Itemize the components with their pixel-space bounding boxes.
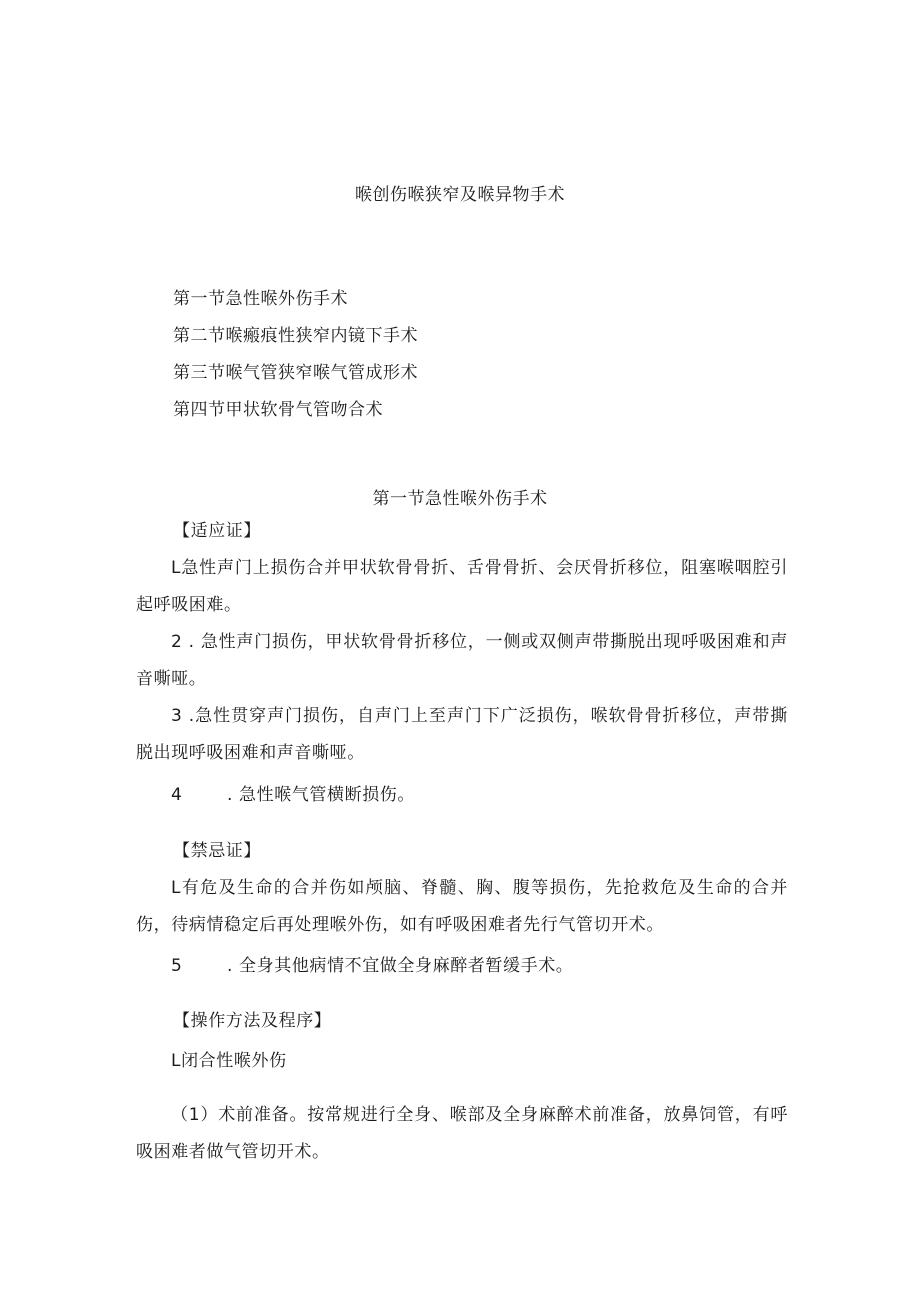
indication-item-2-text: 2 . 急性声门损伤，甲状软骨骨折移位，一侧或双侧声带撕脱出现呼吸困难和声音嘶哑。: [136, 632, 788, 689]
indication-item-1: [136, 550, 788, 624]
indications-heading: 【适应证】: [173, 521, 261, 541]
indication-item-4: [171, 777, 415, 814]
procedure-heading: 【操作方法及程序】: [173, 1011, 332, 1031]
indication-item-4-number: 4: [171, 785, 183, 805]
toc-item: 第二节喉瘢痕性狭窄内镜下手术: [173, 326, 418, 346]
toc-item: 第一节急性喉外伤手术: [173, 289, 348, 309]
toc-item: 第三节喉气管狭窄喉气管成形术: [173, 363, 418, 383]
procedure-item-1: L闭合性喉外伤: [171, 1051, 287, 1071]
indication-item-3: [136, 698, 788, 772]
indication-item-4-text: . 急性喉气管横断损伤。: [227, 785, 416, 805]
contraindication-item-2: [171, 948, 573, 985]
contraindications-heading: 【禁忌证】: [173, 841, 261, 861]
table-of-contents: [173, 286, 773, 434]
procedure-step-1: [136, 1097, 788, 1171]
indication-item-3-text: 3 .急性贯穿声门损伤，自声门上至声门下广泛损伤，喉软骨骨折移位，声带撕脱出现呼吸困难和声音嘶哑。: [136, 706, 788, 763]
document-title: 喉创伤喉狭窄及喉异物手术: [355, 185, 565, 205]
indication-item-2: [136, 624, 788, 698]
contraindication-item-1: [136, 870, 788, 944]
contraindication-item-1-text: L有危及生命的合并伤如颅脑、脊髓、胸、腹等损伤，先抢救危及生命的合并伤，待病情稳定后再处理喉外伤，如有呼吸困难者先行气管切开术。: [136, 878, 788, 935]
procedure-step-1-text: （1）术前准备。按常规进行全身、喉部及全身麻醉术前准备，放鼻饲管，有呼吸困难者做气管切开术。: [136, 1105, 788, 1162]
indication-item-1-text: L急性声门上损伤合并甲状软骨骨折、舌骨骨折、会厌骨折移位，阻塞喉咽腔引起呼吸困难。: [136, 558, 788, 615]
section-title: 第一节急性喉外伤手术: [372, 489, 548, 509]
contraindication-item-2-number: 5: [171, 956, 183, 976]
contraindication-item-2-text: . 全身其他病情不宜做全身麻醉者暂缓手术。: [227, 956, 574, 976]
toc-item: 第四节甲状软骨气管吻合术: [173, 400, 383, 420]
